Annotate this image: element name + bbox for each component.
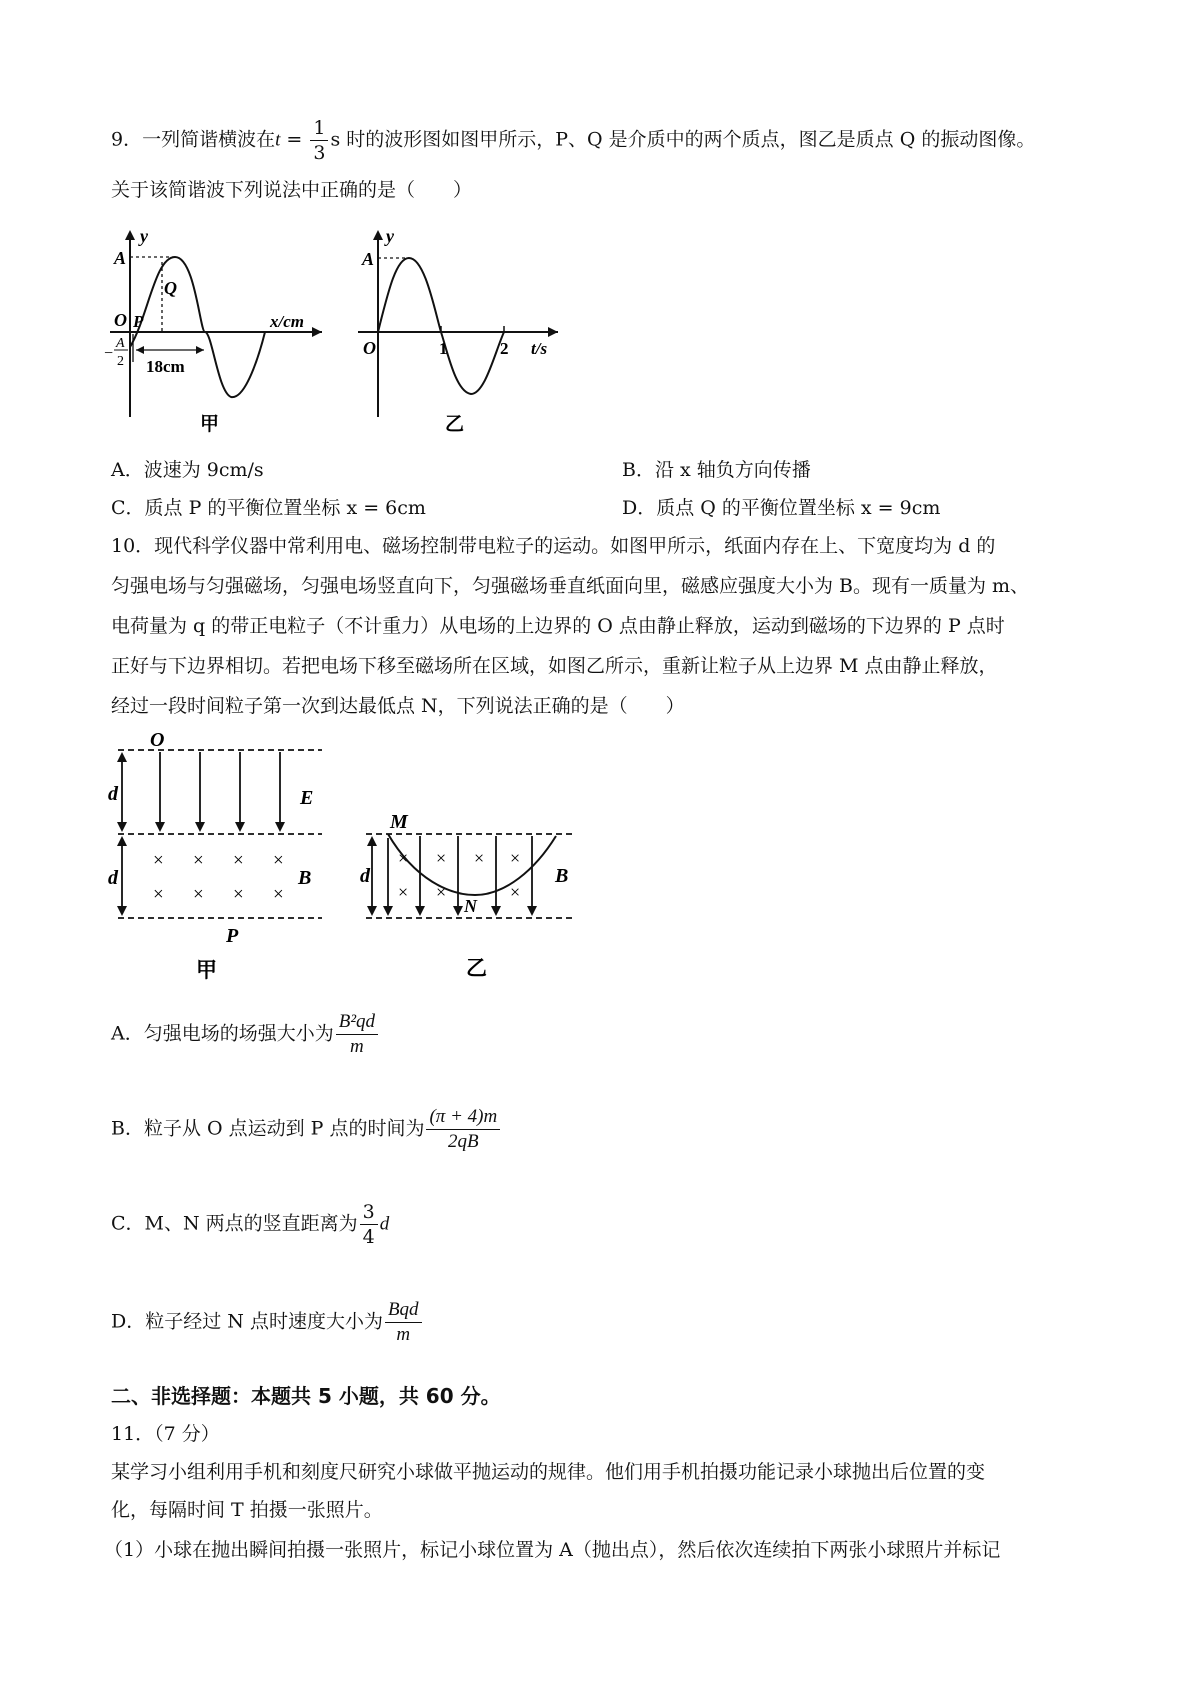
q9-option-c: C．质点 P 的平衡位置坐标 x = 6cm — [111, 497, 426, 519]
yi-cross: × — [510, 882, 521, 902]
jia-18cm-label: 18cm — [146, 357, 185, 376]
jia-A-frac-num: A — [116, 336, 125, 351]
yi-cross: × — [436, 848, 447, 868]
q10-option-d — [111, 1298, 424, 1347]
jia-A-frac-den: 2 — [117, 354, 124, 369]
q10-option-c — [111, 1200, 389, 1249]
yi-tick-1: 1 — [439, 339, 448, 358]
q10-option-c-num: 3 — [360, 1200, 378, 1225]
q10-stem-line1: 10．现代科学仪器中常利用电、磁场控制带电粒子的运动。如图甲所示，纸面内存在上、下宽度均为 d 的 — [111, 535, 996, 557]
jia-P-label: P — [133, 312, 144, 331]
q10-option-a — [111, 1010, 380, 1059]
jia-B-label: B — [298, 867, 312, 889]
q9-frac-den: 3 — [313, 142, 326, 164]
q10-option-c-fraction — [360, 1200, 378, 1249]
q10-option-b-fraction — [426, 1105, 500, 1154]
q9-option-b: B．沿 x 轴负方向传播 — [622, 459, 811, 481]
jia-cross: × — [233, 884, 244, 905]
jia-Q-label: Q — [164, 278, 177, 298]
q10-field-figure-jia — [100, 722, 340, 982]
jia-O-label: O — [114, 310, 127, 330]
jia-cross: × — [153, 884, 164, 905]
q10-option-d-den: m — [396, 1324, 411, 1345]
q10-yi-caption: 乙 — [466, 956, 487, 980]
yi-tick-2: 2 — [500, 339, 509, 358]
q10-option-a-den: m — [350, 1036, 364, 1057]
q10-option-c-text: C．M、N 两点的竖直距离为 — [111, 1212, 358, 1235]
q10-option-c-den: 4 — [362, 1226, 375, 1248]
section-2-title: 二、非选择题：本题共 5 小题，共 60 分。 — [111, 1384, 501, 1408]
jia-A-label: A — [114, 248, 127, 268]
q10-field-figure-yi — [360, 800, 580, 985]
jia-O-point: O — [150, 729, 165, 751]
jia-x-axis-label: x/cm — [270, 312, 304, 331]
yi-M-point: M — [390, 811, 408, 833]
q9-wave-figure-jia — [100, 222, 330, 437]
jia-d-bottom: d — [108, 867, 118, 889]
q10-option-d-fraction — [385, 1298, 422, 1347]
q10-stem-line3: 电荷量为 q 的带正电粒子（不计重力）从电场的上边界的 O 点由静止释放，运动到磁场的下边界的 P 点时 — [111, 615, 1005, 637]
jia-cross: × — [193, 850, 204, 871]
yi-cross: × — [398, 848, 409, 868]
jia-cross: × — [273, 884, 284, 905]
q9-t-var: t — [275, 129, 281, 151]
jia-y-label: y — [140, 226, 148, 246]
q9-stem-line1 — [111, 116, 1035, 165]
yi-caption: 乙 — [445, 414, 465, 435]
yi-B-label: B — [555, 865, 569, 887]
q10-jia-caption: 甲 — [196, 958, 217, 982]
yi-O-label: O — [363, 338, 376, 358]
yi-y-label: y — [386, 226, 394, 246]
yi-cross: × — [398, 882, 409, 902]
q9-time-fraction — [310, 116, 328, 165]
jia-caption: 甲 — [200, 414, 220, 435]
jia-d-top: d — [108, 783, 118, 805]
q11-line1: 某学习小组利用手机和刻度尺研究小球做平抛运动的规律。他们用手机拍摄功能记录小球抛出后位置的变 — [111, 1461, 986, 1483]
yi-A-label: A — [362, 249, 375, 269]
yi-cross: × — [474, 848, 485, 868]
q10-option-b-text: B．粒子从 O 点运动到 P 点的时间为 — [111, 1117, 425, 1140]
q10-stem-line5: 经过一段时间粒子第一次到达最低点 N，下列说法正确的是（ ） — [111, 695, 685, 717]
q10-option-b-den: 2qB — [448, 1131, 479, 1152]
yi-d-label: d — [360, 865, 370, 887]
q10-option-d-num: Bqd — [385, 1298, 422, 1323]
q9-vibration-figure-yi — [353, 222, 568, 437]
q9-stem-line2: 关于该简谐波下列说法中正确的是（ ） — [111, 179, 473, 201]
q9-frac-num: 1 — [310, 116, 328, 141]
q10-stem-line2: 匀强电场与匀强磁场，匀强电场竖直向下，匀强磁场垂直纸面向里，磁感应强度大小为 B。现有一质量为 m、 — [111, 575, 1030, 597]
q11-head: 11．（7 分） — [111, 1423, 220, 1445]
q10-option-b — [111, 1105, 502, 1154]
q9-prefix: 9．一列简谐横波在 — [111, 128, 276, 151]
q9-eq: = — [280, 128, 309, 151]
jia-cross: × — [273, 850, 284, 871]
q10-stem-line4: 正好与下边界相切。若把电场下移至磁场所在区域，如图乙所示，重新让粒子从上边界 M 点由静止释放， — [111, 655, 998, 677]
q10-option-c-tail: d — [379, 1213, 390, 1235]
jia-neg-sign: − — [104, 345, 114, 362]
jia-cross: × — [193, 884, 204, 905]
yi-cross: × — [510, 848, 521, 868]
yi-t-axis-label: t/s — [531, 339, 548, 358]
q10-option-b-num: (π + 4)m — [426, 1105, 500, 1130]
q10-option-a-text: A．匀强电场的场强大小为 — [111, 1022, 334, 1045]
q11-line2: 化，每隔时间 T 拍摄一张照片。 — [111, 1499, 383, 1521]
yi-cross: × — [436, 882, 447, 902]
q10-option-a-fraction — [336, 1010, 378, 1059]
q9-rest: s 时的波形图如图甲所示，P、Q 是介质中的两个质点，图乙是质点 Q 的振动图像。 — [330, 128, 1036, 151]
q10-option-d-text: D．粒子经过 N 点时速度大小为 — [111, 1310, 383, 1333]
q11-line3: （1）小球在抛出瞬间拍摄一张照片，标记小球位置为 A（抛出点），然后依次连续拍下两张小球照片并标记 — [104, 1539, 1001, 1561]
yi-N-point: N — [464, 896, 477, 916]
jia-P-point: P — [226, 925, 239, 947]
q10-option-a-num: B²qd — [336, 1010, 378, 1035]
q9-option-a: A．波速为 9cm/s — [111, 459, 264, 481]
q9-option-d: D．质点 Q 的平衡位置坐标 x = 9cm — [622, 497, 941, 519]
jia-E-label: E — [300, 787, 314, 809]
jia-cross: × — [233, 850, 244, 871]
jia-cross: × — [153, 850, 164, 871]
